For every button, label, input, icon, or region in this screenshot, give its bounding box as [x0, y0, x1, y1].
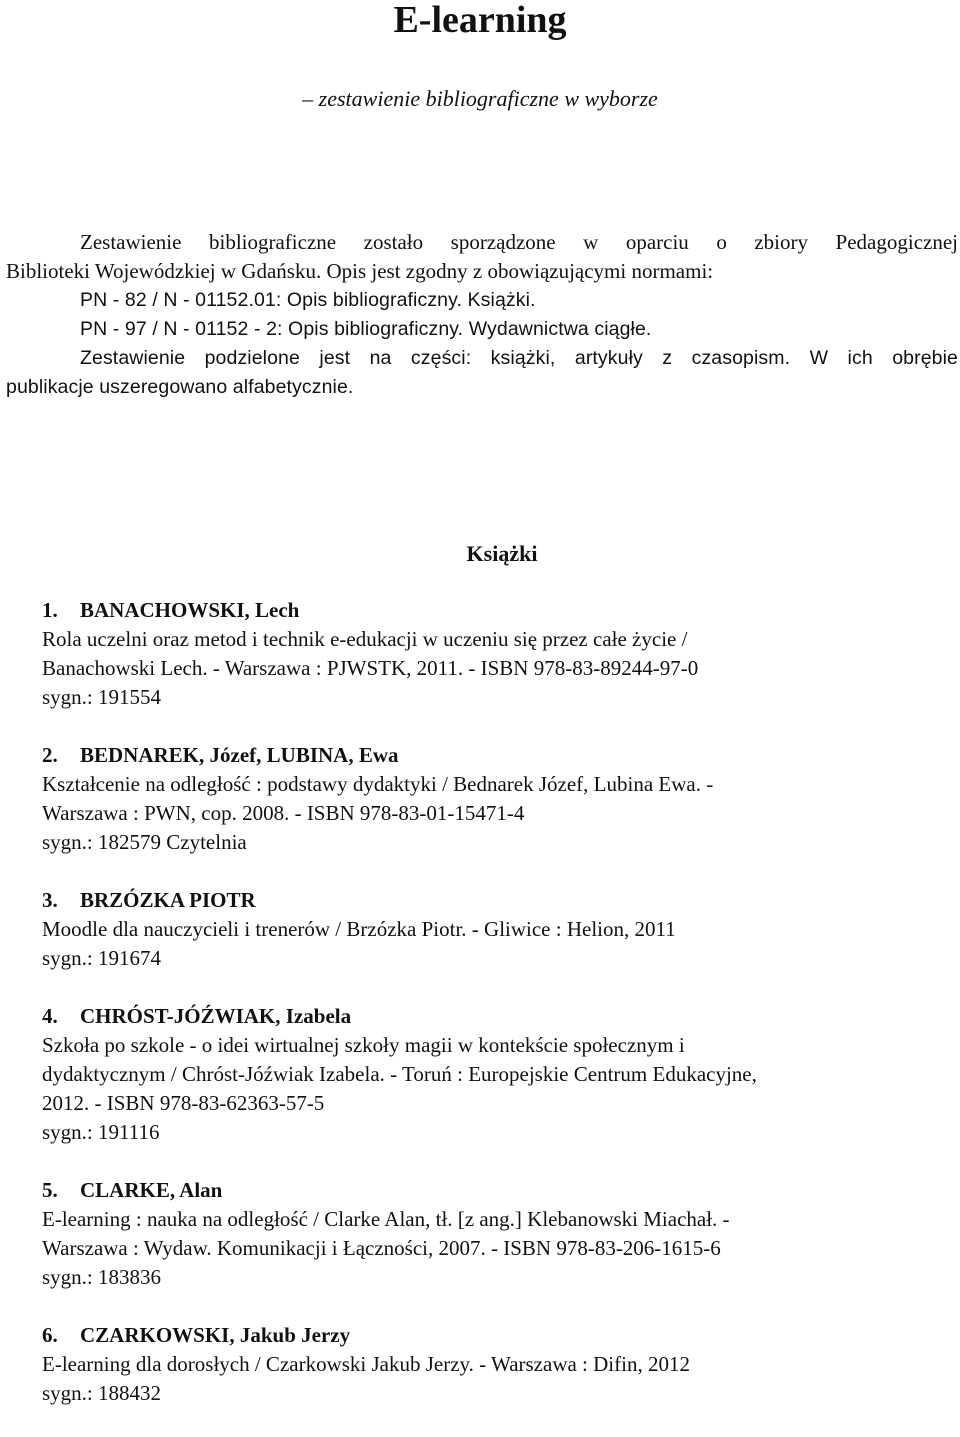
bibliography-entry [42, 596, 942, 712]
entry-author: CZARKOWSKI, Jakub Jerzy [80, 1323, 351, 1347]
entry-line: E-learning : nauka na odległość / Clarke Alan, tł. [z ang.] Klebanowski Miachał. - [42, 1207, 730, 1231]
document-subtitle: – zestawienie bibliograficzne w wyborze [302, 86, 658, 111]
entry-line: Moodle dla nauczycieli i trenerów / Brzózka Piotr. - Gliwice : Helion, 2011 [42, 917, 676, 941]
intro-paragraph [6, 228, 958, 402]
entry-heading [42, 1321, 942, 1350]
entry-line: dydaktycznym / Chróst-Jóźwiak Izabela. - Toruń : Europejskie Centrum Edukacyjne, [42, 1062, 757, 1086]
entry-heading [42, 1002, 942, 1031]
entry-number: 4. [42, 1004, 58, 1028]
entry-heading [42, 1176, 942, 1205]
entry-author: BANACHOWSKI, Lech [80, 598, 300, 622]
section-heading-books: Książki [466, 541, 538, 566]
entry-number: 2. [42, 743, 58, 767]
intro-line: Zestawienie podzielone jest na części: książki, artykuły z czasopism. W ich obrębie [80, 347, 958, 369]
entry-line: Warszawa : Wydaw. Komunikacji i Łączności, 2007. - ISBN 978-83-206-1615-6 [42, 1236, 721, 1260]
entry-author: BRZÓZKA PIOTR [80, 888, 256, 912]
entry-call-number: sygn.: 191674 [42, 946, 162, 970]
norm-line: PN - 97 / N - 01152 - 2: Opis bibliograficzny. Wydawnictwa ciągłe. [80, 318, 652, 340]
bibliography-list [42, 596, 942, 1437]
norm-line: PN - 82 / N - 01152.01: Opis bibliograficzny. Książki. [80, 289, 536, 311]
entry-line: E-learning dla dorosłych / Czarkowski Jakub Jerzy. - Warszawa : Difin, 2012 [42, 1352, 690, 1376]
document-title: E-learning [393, 0, 567, 41]
entry-number: 1. [42, 598, 58, 622]
intro-line: publikacje uszeregowano alfabetycznie. [6, 376, 354, 398]
entry-line: Kształcenie na odległość : podstawy dydaktyki / Bednarek Józef, Lubina Ewa. - [42, 772, 714, 796]
entry-line: Banachowski Lech. - Warszawa : PJWSTK, 2011. - ISBN 978-83-89244-97-0 [42, 656, 699, 680]
entry-heading [42, 741, 942, 770]
intro-line: Biblioteki Wojewódzkiej w Gdańsku. Opis jest zgodny z obowiązującymi normami: [6, 259, 714, 283]
entry-heading [42, 596, 942, 625]
entry-number: 3. [42, 888, 58, 912]
entry-line: Rola uczelni oraz metod i technik e-edukacji w uczeniu się przez całe życie / [42, 627, 688, 651]
entry-author: CLARKE, Alan [80, 1178, 223, 1202]
bibliography-entry [42, 1002, 942, 1147]
bibliography-entry [42, 886, 942, 973]
entry-line: Warszawa : PWN, cop. 2008. - ISBN 978-83-01-15471-4 [42, 801, 525, 825]
bibliography-entry [42, 1176, 942, 1292]
entry-call-number: sygn.: 191116 [42, 1120, 160, 1144]
entry-heading [42, 886, 942, 915]
entry-line: Szkoła po szkole - o idei wirtualnej szkoły magii w kontekście społecznym i [42, 1033, 685, 1057]
entry-call-number: sygn.: 191554 [42, 685, 162, 709]
entry-number: 5. [42, 1178, 58, 1202]
intro-line: Zestawienie bibliograficzne zostało sporządzone w oparciu o zbiory Pedagogicznej [80, 230, 958, 254]
bibliography-entry [42, 741, 942, 857]
entry-author: BEDNAREK, Józef, LUBINA, Ewa [80, 743, 399, 767]
bibliography-entry [42, 1321, 942, 1408]
entry-call-number: sygn.: 182579 Czytelnia [42, 830, 247, 854]
entry-number: 6. [42, 1323, 58, 1347]
entry-author: CHRÓST-JÓŹWIAK, Izabela [80, 1004, 352, 1028]
entry-call-number: sygn.: 188432 [42, 1381, 162, 1405]
entry-call-number: sygn.: 183836 [42, 1265, 162, 1289]
entry-line: 2012. - ISBN 978-83-62363-57-5 [42, 1091, 325, 1115]
